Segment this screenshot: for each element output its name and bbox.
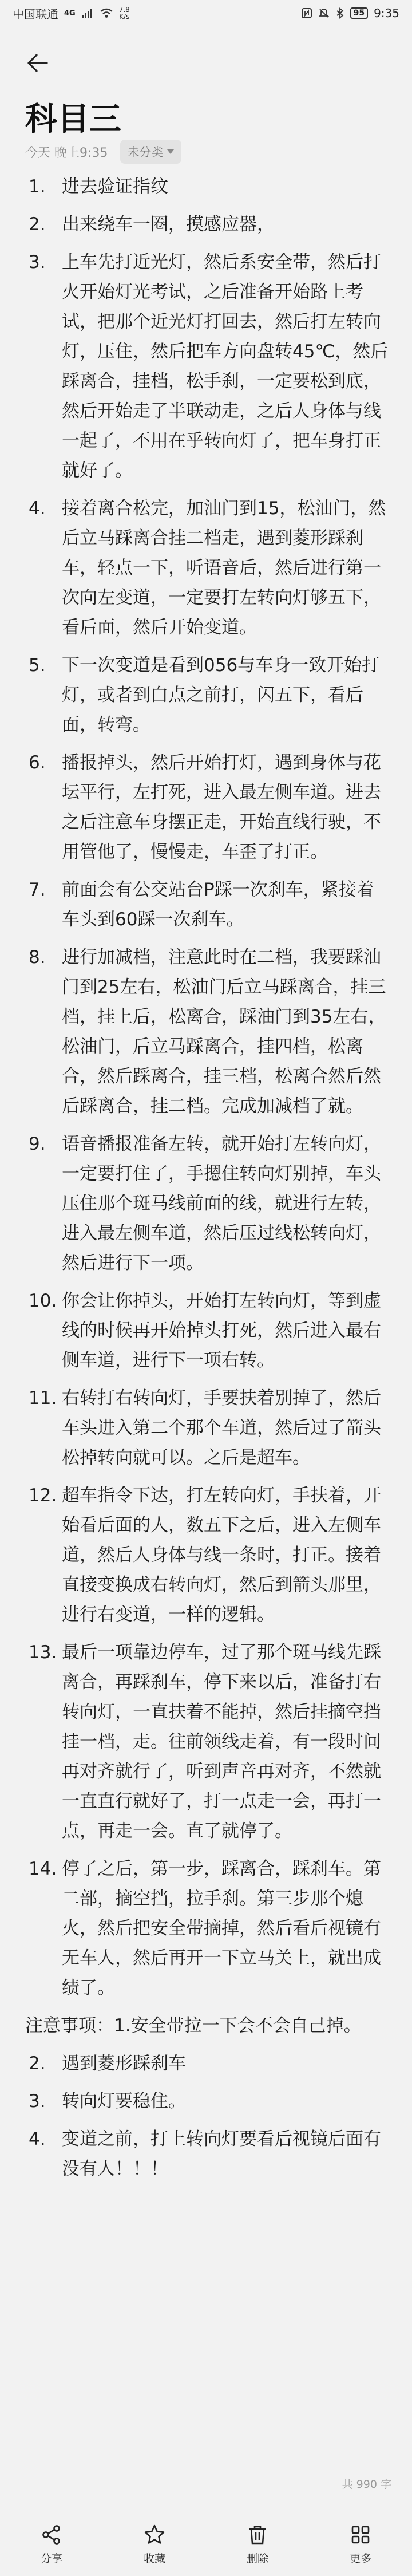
list-number: 4. <box>29 2129 46 2149</box>
list-item <box>25 210 389 239</box>
share-button[interactable] <box>17 2524 86 2566</box>
list-number: 12. <box>29 1485 57 1506</box>
list-text: 遇到菱形踩刹车 <box>62 2053 186 2074</box>
list-item <box>25 1854 389 2003</box>
battery-level: 95 <box>353 9 365 18</box>
list-number: 10. <box>29 1291 57 1311</box>
share-label: 分享 <box>40 2552 62 2565</box>
list-text: 下一次变道是看到056与车身一致开始打灯，或者到白点之前打，闪五下，看后面，转弯。 <box>62 655 380 735</box>
list-item <box>25 1286 389 1375</box>
back-button[interactable] <box>23 48 53 78</box>
list-number: 3. <box>29 252 46 273</box>
list-text: 进行加减档，注意此时在二档，我要踩油门到25左右，松油门后立马踩离合，挂三档，挂上后，松离合，踩油门到35左右，松油门，后立马踩离合，挂四档，松离合，然后踩离合，挂三档，松离合然后然后踩离合，挂二档。完成加减档了就。 <box>62 947 386 1117</box>
list-item <box>25 1638 389 1846</box>
status-left <box>13 5 130 22</box>
list-item <box>25 247 389 486</box>
battery-indicator <box>350 7 368 19</box>
status-right <box>301 6 399 20</box>
delete-label: 删除 <box>246 2552 268 2565</box>
status-bar <box>0 0 412 26</box>
more-button[interactable] <box>326 2524 395 2566</box>
net-speed-unit: K/s <box>119 13 130 21</box>
list-number: 1. <box>29 176 46 197</box>
list-text: 语音播报准备左转，就开始打左转向灯，一定要打住了，手摁住转向灯别掉，车头压住那个斑马线前面的线，就进行左转，进入最左侧车道，然后压过线松转向灯，然后进行下一项。 <box>62 1134 381 1273</box>
signal-icon <box>81 8 94 18</box>
bluetooth-icon <box>335 7 344 19</box>
list-text: 你会让你掉头，开始打左转向灯，等到虚线的时候再开始掉头打死，然后进入最右侧车道，进行下一项右转。 <box>62 1291 381 1371</box>
wifi-icon <box>100 8 113 18</box>
list-text: 最后一项靠边停车，过了那个斑马线先踩离合，再踩刹车，停下来以后，准备打右转向灯，一直扶着不能掉，然后挂摘空挡挂一档，走。往前领线走着，有一段时间再对齐就行了，听到声音再对齐，不然就一直直行就好了，打一点走一会，再打一点，再走一会。直了就停了。 <box>62 1642 381 1841</box>
trash-icon <box>247 2524 268 2546</box>
list-item <box>25 172 389 202</box>
list-text: 停了之后，第一步，踩离合，踩刹车。第二部，摘空挡，拉手刹。第三步那个熄火，然后把安全带摘掉，然后看后视镜有无车人，然后再开一下立马关上，就出成绩了。 <box>62 1859 381 1998</box>
list-number: 2. <box>29 214 46 235</box>
bottom-action-bar <box>0 2513 412 2576</box>
list-text: 右转打右转向灯，手要扶着别掉了，然后车头进入第二个那个车道，然后过了箭头松掉转向就可以。之后是超车。 <box>62 1388 381 1468</box>
list-text: 转向灯要稳住。 <box>62 2091 186 2112</box>
list-number: 2. <box>29 2053 46 2074</box>
note-date: 今天 晚上9:35 <box>25 145 108 160</box>
notice-item <box>25 2086 389 2116</box>
list-item <box>25 748 389 867</box>
delete-button[interactable] <box>223 2524 292 2566</box>
share-icon <box>41 2524 62 2546</box>
list-item <box>25 494 389 642</box>
back-arrow-icon <box>26 52 49 74</box>
favorite-label: 收藏 <box>143 2552 165 2565</box>
list-text: 超车指令下达，打左转向灯，手扶着，开始看后面的人，数五下之后，进入左侧车道，然后人身体与线一条时，打正。接着直接变换成右转向灯，然后到箭头那里，进行右变道，一样的逻辑。 <box>62 1485 381 1625</box>
mute-icon <box>318 7 330 19</box>
list-text: 播报掉头，然后开始打灯，遇到身体与花坛平行，左打死，进入最左侧车道。进去之后注意车身摆正走，开始直线行驶，不用管他了，慢慢走，车歪了打正。 <box>62 752 381 862</box>
note-content[interactable] <box>25 172 389 2192</box>
carrier-label: 中国联通 <box>13 7 58 21</box>
list-number: 8. <box>29 947 46 968</box>
note-title[interactable]: 科目三 <box>25 101 121 138</box>
top-toolbar <box>0 34 412 89</box>
list-number: 3. <box>29 2091 46 2112</box>
list-number: 14. <box>29 1859 57 1879</box>
list-text: 上车先打近光灯，然后系安全带，然后打火开始灯光考试，之后准备开始路上考试，把那个近光灯打回去，然后打左转向灯，压住，然后把车方向盘转45℃，然后踩离合，挂档，松手刹，一定要松到底，然后开始走了半联动走，之后人身体与线一起了，不用在乎转向灯了，把车身打正就好了。 <box>62 252 389 481</box>
list-item <box>25 1383 389 1473</box>
list-number: 13. <box>29 1642 57 1663</box>
status-time: 9:35 <box>374 6 399 20</box>
list-item <box>25 875 389 934</box>
category-label: 未分类 <box>127 145 164 159</box>
list-number: 5. <box>29 655 46 676</box>
notice-item <box>25 2049 389 2078</box>
list-text: 接着离合松完，加油门到15，松油门，然后立马踩离合挂二档走，遇到菱形踩刹车，轻点一下，听语音后，然后进行第一次向左变道，一定要打左转向灯够五下，看后面，然后开始变道。 <box>62 498 386 638</box>
more-grid-icon <box>350 2524 371 2546</box>
net-speed <box>119 6 130 20</box>
list-text: 进去验证指纹 <box>62 176 168 197</box>
list-item <box>25 1129 389 1278</box>
list-number: 6. <box>29 752 46 773</box>
more-label: 更多 <box>349 2552 371 2565</box>
star-icon <box>144 2524 165 2546</box>
notice-heading: 注意事项：1.安全带拉一下会不会自己掉。 <box>25 2015 362 2036</box>
list-number: 11. <box>29 1388 57 1409</box>
notice-item <box>25 2124 389 2184</box>
list-item <box>25 1481 389 1630</box>
note-meta <box>25 140 181 164</box>
list-number: 4. <box>29 498 46 519</box>
list-text: 前面会有公交站台P踩一次刹车，紧接着车头到60踩一次刹车。 <box>62 879 374 930</box>
list-number: 7. <box>29 879 46 900</box>
list-item <box>25 942 389 1121</box>
dropdown-triangle-icon <box>167 149 175 155</box>
nfc-icon <box>301 7 312 19</box>
signal-label: 4G <box>64 9 76 18</box>
favorite-button[interactable] <box>120 2524 189 2566</box>
list-number: 9. <box>29 1134 46 1154</box>
list-text: 变道之前，打上转向灯要看后视镜后面有没有人！！！ <box>62 2129 381 2179</box>
list-text: 出来绕车一圈，摸感应器， <box>62 214 275 235</box>
list-item <box>25 650 389 740</box>
category-selector[interactable] <box>120 140 181 164</box>
net-speed-value: 7.8 <box>118 6 130 14</box>
word-count: 共 990 字 <box>342 2478 391 2491</box>
